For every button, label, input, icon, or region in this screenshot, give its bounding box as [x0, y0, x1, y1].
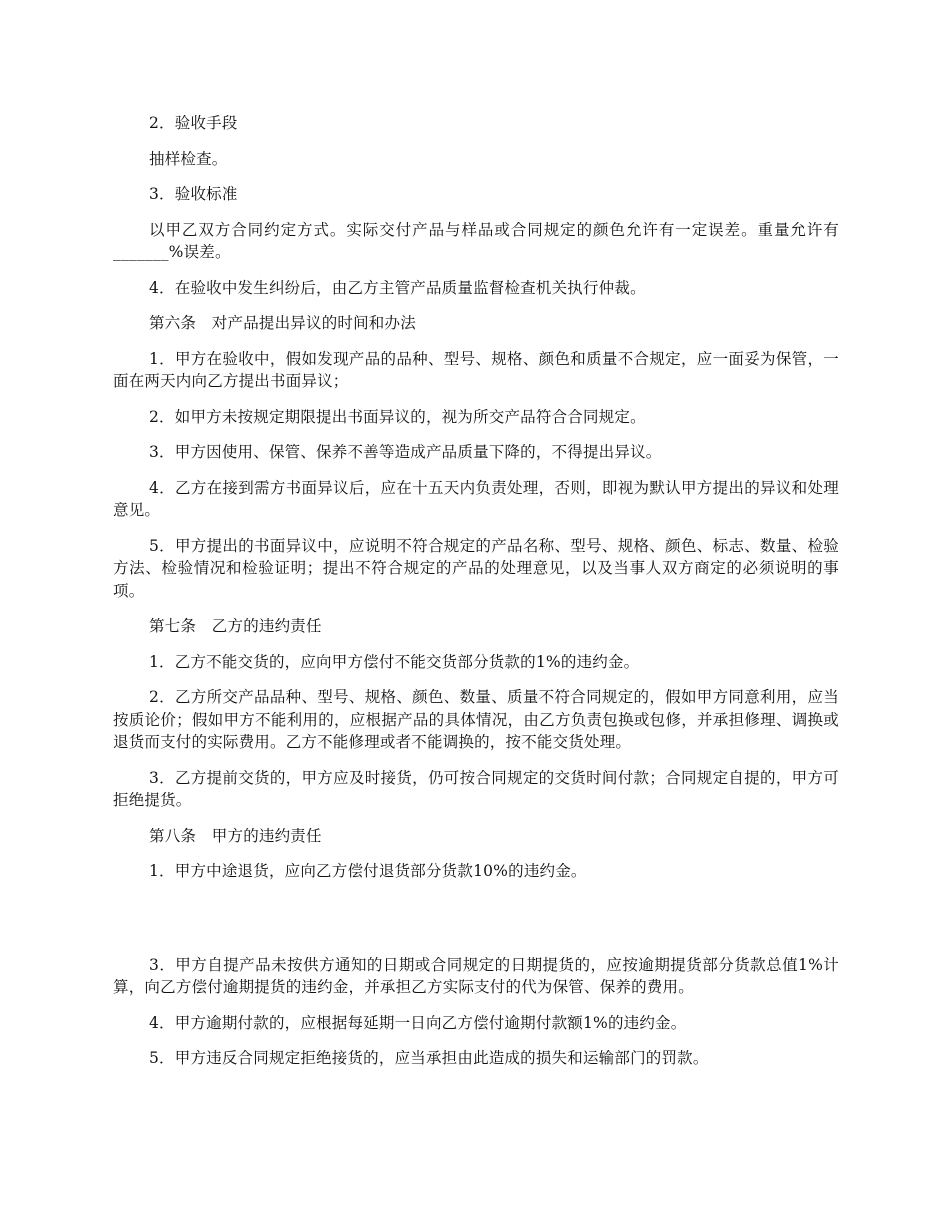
blank-spacer	[113, 896, 839, 941]
article-8-heading: 第八条 甲方的违约责任	[149, 826, 322, 845]
clause-2-method: 2．验收手段	[149, 114, 238, 132]
clause-3-standard: 3．验收标准	[149, 185, 238, 203]
paragraph: 2．乙方所交产品品种、型号、规格、颜色、数量、质量不符合同规定的，假如甲方同意利用，应当按质论价；假如甲方不能利用的，应根据产品的具体情况，由乙方负责包换或包修，并承担修理、调换或退货而支付的实际费用。乙方不能修理或者不能调换的，按不能交货处理。	[113, 688, 839, 751]
paragraph: 以甲乙双方合同约定方式。实际交付产品与样品或合同规定的颜色允许有一定误差。重量允许有_______%误差。	[113, 220, 839, 261]
article-7-heading: 第七条 乙方的违约责任	[149, 617, 322, 635]
paragraph: 4．甲方逾期付款的，应根据每延期一日向乙方偿付逾期付款额1%的违约金。	[149, 1013, 687, 1032]
paragraph: 3．甲方自提产品未按供方通知的日期或合同规定的日期提货的，应按逾期提货部分货款总值1%计算，向乙方偿付逾期提货的违约金，并承担乙方实际支付的代为保管、保养的费用。	[113, 955, 839, 996]
paragraph: 5．甲方违反合同规定拒绝接货的，应当承担由此造成的损失和运输部门的罚款。	[149, 1049, 709, 1067]
paragraph: 1．甲方在验收中，假如发现产品的品种、型号、规格、颜色和质量不合规定，应一面妥为保管，一面在两天内向乙方提出书面异议；	[113, 349, 839, 390]
paragraph: 5．甲方提出的书面异议中，应说明不符合规定的产品名称、型号、规格、颜色、标志、数量、检验方法、检验情况和检验证明；提出不符合规定的产品的处理意见，以及当事人双方商定的必须说明的事项。	[113, 536, 839, 600]
paragraph: 3．乙方提前交货的，甲方应及时接货，仍可按合同规定的交货时间付款；合同规定自提的，甲方可拒绝提货。	[113, 768, 839, 809]
paragraph: 3．甲方因使用、保管、保养不善等造成产品质量下降的，不得提出异议。	[149, 443, 662, 461]
paragraph: 2．如甲方未按规定期限提出书面异议的，视为所交产品符合合同规定。	[149, 407, 646, 426]
document-body	[113, 112, 839, 1083]
article-6-heading: 第六条 对产品提出异议的时间和办法	[149, 314, 416, 332]
paragraph: 4．乙方在接到需方书面异议后，应在十五天内负责处理，否则，即视为默认甲方提出的异议和处理意见。	[113, 478, 839, 519]
paragraph: 1．甲方中途退货，应向乙方偿付退货部分货款10%的违约金。	[149, 862, 587, 880]
paragraph: 4．在验收中发生纠纷后，由乙方主管产品质量监督检查机关执行仲裁。	[149, 278, 646, 297]
paragraph: 1．乙方不能交货的，应向甲方偿付不能交货部分货款的1%的违约金。	[149, 652, 640, 671]
paragraph: 抽样检查。	[149, 149, 228, 168]
